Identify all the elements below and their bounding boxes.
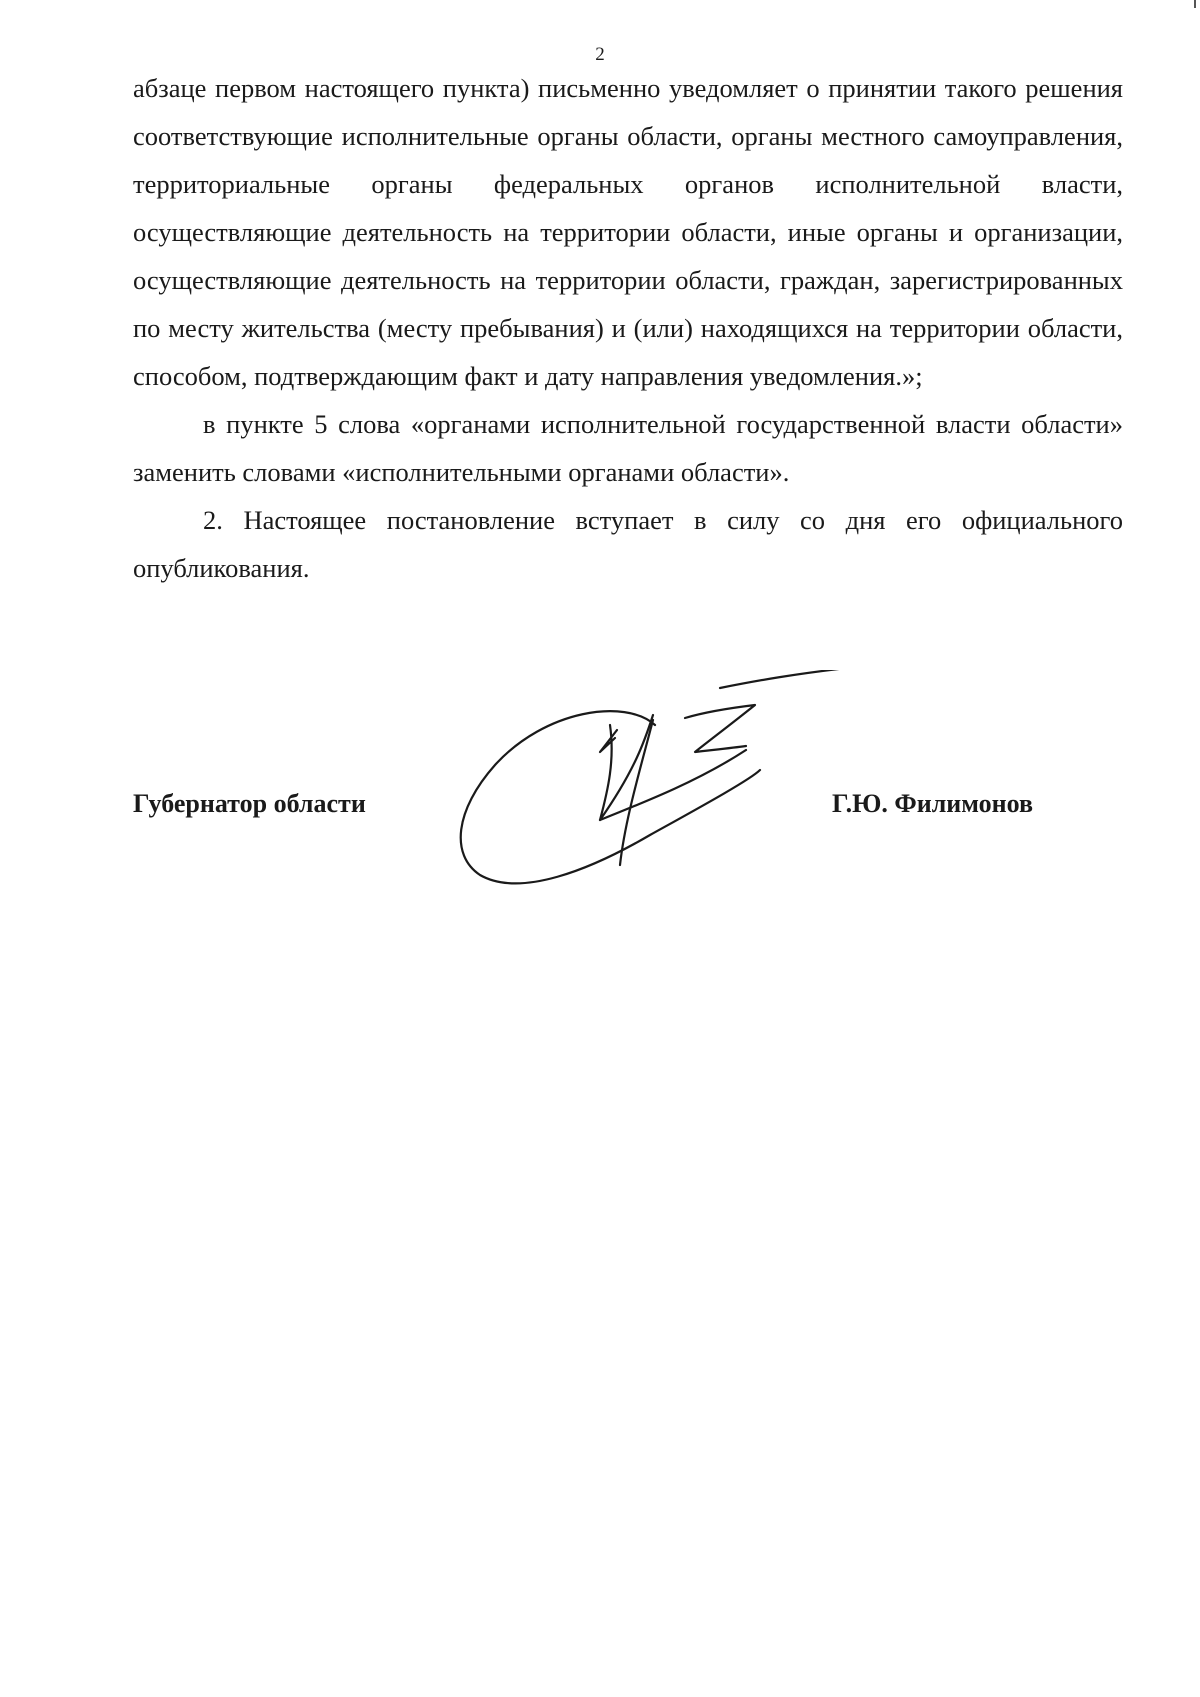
paragraph-continuation: абзаце первом настоящего пункта) письменно уведомляет о принятии такого решения соответствующие исполнительные органы области, органы местного самоуправления, территориальные органы федеральных органов исполнительной власти, осуществляющие деятельность на территории области, иные органы и организации, осуществляющие деятельность на территории области, граждан, зарегистрированных по месту жительства (месту пребывания) и (или) находящихся на территории области, способом, подтверждающим факт и дату направления уведомления.»; (133, 73, 1123, 391)
handwritten-signature (450, 670, 880, 900)
signer-name: Г.Ю. Филимонов (832, 789, 1034, 818)
page-number: 2 (595, 44, 605, 65)
paragraph-effective-date: 2. Настоящее постановление вступает в силу со дня его официального опубликования. (133, 505, 1123, 583)
paragraph-amendment: в пункте 5 слова «органами исполнительной государственной власти области» заменить словами «исполнительными органами области». (133, 409, 1123, 487)
scan-edge-mark (1194, 0, 1196, 8)
signatory-position: Губернатор области (133, 789, 366, 818)
document-body (133, 64, 1123, 592)
